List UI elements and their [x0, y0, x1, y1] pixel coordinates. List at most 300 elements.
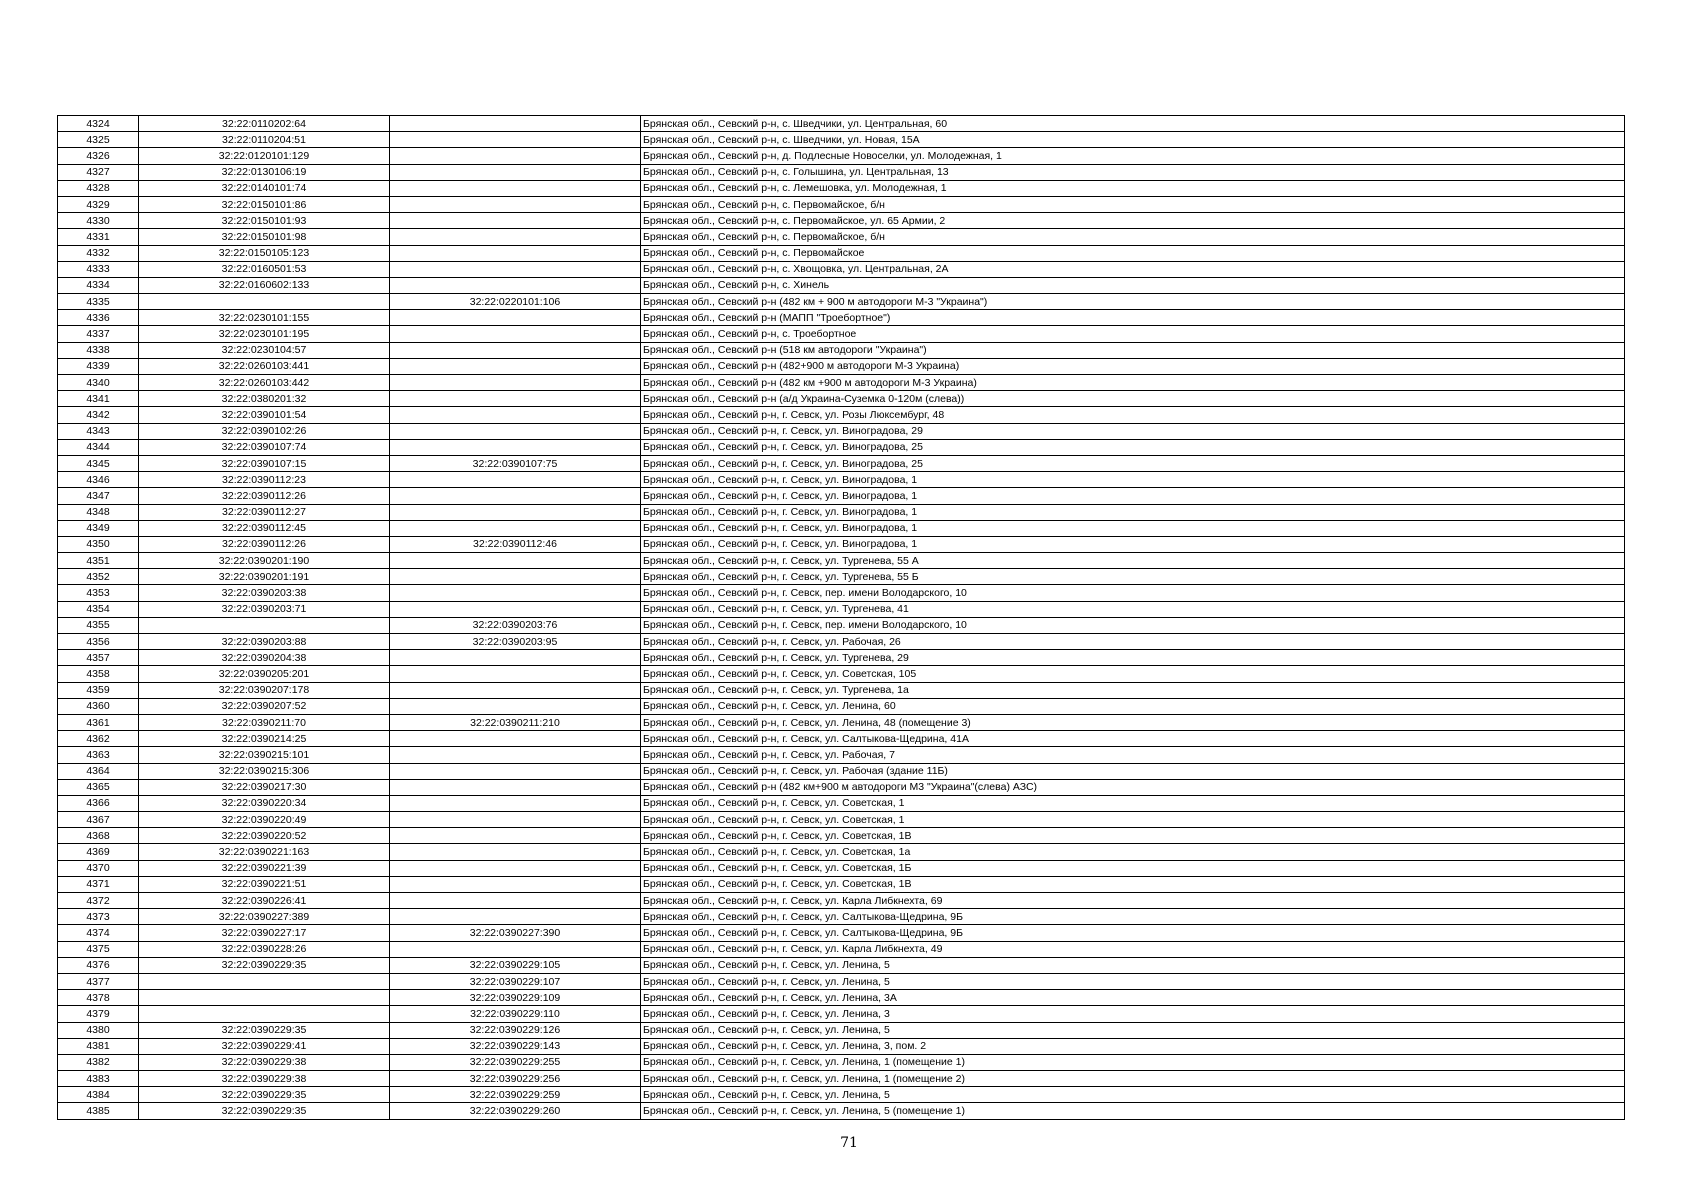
cadastral-number-cell: 32:22:0150105:123: [139, 245, 390, 261]
table-row: [58, 520, 1625, 536]
row-number-cell: 4330: [58, 213, 139, 229]
address-cell: Брянская обл., Севский р-н, д. Подлесные Новоселки, ул. Молодежная, 1: [641, 148, 1625, 164]
table-row: [58, 812, 1625, 828]
address-cell: Брянская обл., Севский р-н, г. Севск, ул. Ленина, 1 (помещение 1): [641, 1054, 1625, 1070]
address-cell: Брянская обл., Севский р-н, г. Севск, ул. Виноградова, 1: [641, 536, 1625, 552]
cadastral-number-cell: 32:22:0390207:178: [139, 682, 390, 698]
address-cell: Брянская обл., Севский р-н, г. Севск, ул. Карла Либкнехта, 69: [641, 893, 1625, 909]
related-cadastral-number-cell: 32:22:0390112:46: [390, 536, 641, 552]
table-row: [58, 941, 1625, 957]
address-cell: Брянская обл., Севский р-н (482 км+900 м автодороги М3 "Украина"(слева) АЗС): [641, 779, 1625, 795]
cadastral-number-cell: 32:22:0390203:88: [139, 634, 390, 650]
address-cell: Брянская обл., Севский р-н (482 км + 900 м автодороги М-3 "Украина"): [641, 294, 1625, 310]
related-cadastral-number-cell: [390, 245, 641, 261]
row-number-cell: 4334: [58, 277, 139, 293]
related-cadastral-number-cell: [390, 164, 641, 180]
related-cadastral-number-cell: 32:22:0390227:390: [390, 925, 641, 941]
row-number-cell: 4366: [58, 795, 139, 811]
row-number-cell: 4374: [58, 925, 139, 941]
related-cadastral-number-cell: [390, 941, 641, 957]
row-number-cell: 4329: [58, 196, 139, 212]
address-cell: Брянская обл., Севский р-н, с. Хвощовка, ул. Центральная, 2А: [641, 261, 1625, 277]
address-cell: Брянская обл., Севский р-н, с. Первомайское, б/н: [641, 229, 1625, 245]
row-number-cell: 4355: [58, 617, 139, 633]
related-cadastral-number-cell: [390, 148, 641, 164]
cadastral-number-cell: 32:22:0390229:35: [139, 1022, 390, 1038]
related-cadastral-number-cell: [390, 180, 641, 196]
table-row: [58, 407, 1625, 423]
related-cadastral-number-cell: 32:22:0390203:76: [390, 617, 641, 633]
related-cadastral-number-cell: [390, 439, 641, 455]
row-number-cell: 4335: [58, 294, 139, 310]
related-cadastral-number-cell: 32:22:0390229:107: [390, 973, 641, 989]
address-cell: Брянская обл., Севский р-н, г. Севск, ул. Виноградова, 25: [641, 439, 1625, 455]
cadastral-number-cell: 32:22:0390229:38: [139, 1071, 390, 1087]
row-number-cell: 4381: [58, 1038, 139, 1054]
related-cadastral-number-cell: [390, 504, 641, 520]
address-cell: Брянская обл., Севский р-н, г. Севск, ул. Ленина, 5: [641, 1022, 1625, 1038]
table-row: [58, 925, 1625, 941]
table-row: [58, 893, 1625, 909]
table-row: [58, 294, 1625, 310]
cadastral-number-cell: 32:22:0390220:49: [139, 812, 390, 828]
cadastral-number-cell: 32:22:0390207:52: [139, 698, 390, 714]
address-cell: Брянская обл., Севский р-н, г. Севск, ул. Ленина, 1 (помещение 2): [641, 1071, 1625, 1087]
cadastral-number-cell: 32:22:0150101:93: [139, 213, 390, 229]
cadastral-number-cell: 32:22:0260103:441: [139, 358, 390, 374]
related-cadastral-number-cell: 32:22:0390229:110: [390, 1006, 641, 1022]
related-cadastral-number-cell: [390, 682, 641, 698]
row-number-cell: 4341: [58, 391, 139, 407]
table-row: [58, 277, 1625, 293]
address-cell: Брянская обл., Севский р-н, г. Севск, ул. Виноградова, 1: [641, 504, 1625, 520]
address-cell: Брянская обл., Севский р-н, г. Севск, ул. Салтыкова-Щедрина, 41А: [641, 731, 1625, 747]
address-cell: Брянская обл., Севский р-н, г. Севск, ул. Салтыкова-Щедрина, 9Б: [641, 909, 1625, 925]
table-row: [58, 1071, 1625, 1087]
table-row: [58, 1087, 1625, 1103]
address-cell: Брянская обл., Севский р-н, г. Севск, ул. Виноградова, 29: [641, 423, 1625, 439]
row-number-cell: 4339: [58, 358, 139, 374]
cadastral-number-cell: 32:22:0110204:51: [139, 132, 390, 148]
table-row: [58, 731, 1625, 747]
table-row: [58, 423, 1625, 439]
row-number-cell: 4350: [58, 536, 139, 552]
related-cadastral-number-cell: [390, 585, 641, 601]
address-cell: Брянская обл., Севский р-н, г. Севск, ул. Советская, 1В: [641, 876, 1625, 892]
row-number-cell: 4326: [58, 148, 139, 164]
row-number-cell: 4356: [58, 634, 139, 650]
property-registry-table: [57, 115, 1625, 1120]
row-number-cell: 4327: [58, 164, 139, 180]
address-cell: Брянская обл., Севский р-н, с. Первомайское: [641, 245, 1625, 261]
table-row: [58, 876, 1625, 892]
table-row: [58, 1054, 1625, 1070]
cadastral-number-cell: 32:22:0390226:41: [139, 893, 390, 909]
row-number-cell: 4325: [58, 132, 139, 148]
related-cadastral-number-cell: [390, 909, 641, 925]
related-cadastral-number-cell: [390, 569, 641, 585]
table-row: [58, 957, 1625, 973]
related-cadastral-number-cell: [390, 520, 641, 536]
cadastral-number-cell: 32:22:0120101:129: [139, 148, 390, 164]
address-cell: Брянская обл., Севский р-н, г. Севск, ул. Ленина, 3: [641, 1006, 1625, 1022]
table-row: [58, 196, 1625, 212]
row-number-cell: 4360: [58, 698, 139, 714]
cadastral-number-cell: [139, 1006, 390, 1022]
address-cell: Брянская обл., Севский р-н, г. Севск, ул. Советская, 1В: [641, 828, 1625, 844]
related-cadastral-number-cell: [390, 391, 641, 407]
table-row: [58, 326, 1625, 342]
address-cell: Брянская обл., Севский р-н (518 км автодороги "Украина"): [641, 342, 1625, 358]
address-cell: Брянская обл., Севский р-н, г. Севск, пер. имени Володарского, 10: [641, 617, 1625, 633]
table-row: [58, 1006, 1625, 1022]
row-number-cell: 4338: [58, 342, 139, 358]
cadastral-number-cell: 32:22:0390217:30: [139, 779, 390, 795]
table-row: [58, 682, 1625, 698]
cadastral-number-cell: [139, 617, 390, 633]
related-cadastral-number-cell: [390, 229, 641, 245]
row-number-cell: 4328: [58, 180, 139, 196]
address-cell: Брянская обл., Севский р-н, г. Севск, ул. Тургенева, 55 А: [641, 553, 1625, 569]
row-number-cell: 4352: [58, 569, 139, 585]
table-row: [58, 132, 1625, 148]
cadastral-number-cell: 32:22:0390229:41: [139, 1038, 390, 1054]
table-row: [58, 439, 1625, 455]
row-number-cell: 4369: [58, 844, 139, 860]
table-row: [58, 860, 1625, 876]
row-number-cell: 4377: [58, 973, 139, 989]
table-row: [58, 714, 1625, 730]
cadastral-number-cell: 32:22:0390215:101: [139, 747, 390, 763]
table-row: [58, 990, 1625, 1006]
address-cell: Брянская обл., Севский р-н, г. Севск, ул. Тургенева, 1а: [641, 682, 1625, 698]
related-cadastral-number-cell: 32:22:0390229:143: [390, 1038, 641, 1054]
cadastral-number-cell: 32:22:0260103:442: [139, 375, 390, 391]
related-cadastral-number-cell: [390, 795, 641, 811]
table-row: [58, 488, 1625, 504]
table-row: [58, 553, 1625, 569]
cadastral-number-cell: 32:22:0390211:70: [139, 714, 390, 730]
address-cell: Брянская обл., Севский р-н, г. Севск, ул. Советская, 1: [641, 795, 1625, 811]
address-cell: Брянская обл., Севский р-н, г. Севск, ул. Ленина, 5 (помещение 1): [641, 1103, 1625, 1119]
row-number-cell: 4343: [58, 423, 139, 439]
cadastral-number-cell: 32:22:0390227:389: [139, 909, 390, 925]
table-row: [58, 504, 1625, 520]
row-number-cell: 4375: [58, 941, 139, 957]
row-number-cell: 4370: [58, 860, 139, 876]
table-row: [58, 617, 1625, 633]
cadastral-number-cell: 32:22:0390107:15: [139, 455, 390, 471]
cadastral-number-cell: 32:22:0390229:38: [139, 1054, 390, 1070]
table-row: [58, 375, 1625, 391]
related-cadastral-number-cell: [390, 326, 641, 342]
table-row: [58, 116, 1625, 132]
table-row: [58, 634, 1625, 650]
address-cell: Брянская обл., Севский р-н, с. Троебортное: [641, 326, 1625, 342]
cadastral-number-cell: 32:22:0160602:133: [139, 277, 390, 293]
address-cell: Брянская обл., Севский р-н, г. Севск, пер. имени Володарского, 10: [641, 585, 1625, 601]
cadastral-number-cell: 32:22:0390112:26: [139, 536, 390, 552]
related-cadastral-number-cell: 32:22:0390107:75: [390, 455, 641, 471]
related-cadastral-number-cell: [390, 423, 641, 439]
related-cadastral-number-cell: [390, 828, 641, 844]
cadastral-number-cell: 32:22:0390112:45: [139, 520, 390, 536]
page-number: 71: [840, 1135, 858, 1151]
table-row: [58, 310, 1625, 326]
address-cell: Брянская обл., Севский р-н, г. Севск, ул. Ленина, 3А: [641, 990, 1625, 1006]
cadastral-number-cell: 32:22:0390229:35: [139, 957, 390, 973]
related-cadastral-number-cell: [390, 553, 641, 569]
cadastral-number-cell: 32:22:0390220:52: [139, 828, 390, 844]
address-cell: Брянская обл., Севский р-н, г. Севск, ул. Виноградова, 1: [641, 488, 1625, 504]
row-number-cell: 4324: [58, 116, 139, 132]
address-cell: Брянская обл., Севский р-н, г. Севск, ул. Ленина, 5: [641, 957, 1625, 973]
related-cadastral-number-cell: [390, 407, 641, 423]
address-cell: Брянская обл., Севский р-н, г. Севск, ул. Розы Люксембург, 48: [641, 407, 1625, 423]
table-row: [58, 180, 1625, 196]
row-number-cell: 4385: [58, 1103, 139, 1119]
row-number-cell: 4336: [58, 310, 139, 326]
row-number-cell: 4362: [58, 731, 139, 747]
row-number-cell: 4379: [58, 1006, 139, 1022]
cadastral-number-cell: 32:22:0390101:54: [139, 407, 390, 423]
address-cell: Брянская обл., Севский р-н, г. Севск, ул. Рабочая, 7: [641, 747, 1625, 763]
row-number-cell: 4348: [58, 504, 139, 520]
cadastral-number-cell: [139, 973, 390, 989]
row-number-cell: 4364: [58, 763, 139, 779]
cadastral-number-cell: 32:22:0390203:38: [139, 585, 390, 601]
row-number-cell: 4368: [58, 828, 139, 844]
table-row: [58, 342, 1625, 358]
cadastral-number-cell: 32:22:0390221:39: [139, 860, 390, 876]
cadastral-number-cell: 32:22:0390203:71: [139, 601, 390, 617]
cadastral-number-cell: 32:22:0380201:32: [139, 391, 390, 407]
row-number-cell: 4382: [58, 1054, 139, 1070]
row-number-cell: 4383: [58, 1071, 139, 1087]
related-cadastral-number-cell: [390, 763, 641, 779]
table-row: [58, 601, 1625, 617]
table-row: [58, 747, 1625, 763]
cadastral-number-cell: 32:22:0390112:23: [139, 472, 390, 488]
related-cadastral-number-cell: 32:22:0390229:260: [390, 1103, 641, 1119]
row-number-cell: 4331: [58, 229, 139, 245]
row-number-cell: 4363: [58, 747, 139, 763]
table-row: [58, 666, 1625, 682]
address-cell: Брянская обл., Севский р-н (482 км +900 м автодороги М-3 Украина): [641, 375, 1625, 391]
cadastral-number-cell: 32:22:0110202:64: [139, 116, 390, 132]
related-cadastral-number-cell: [390, 698, 641, 714]
table-row: [58, 650, 1625, 666]
related-cadastral-number-cell: [390, 666, 641, 682]
address-cell: Брянская обл., Севский р-н, с. Первомайское, б/н: [641, 196, 1625, 212]
cadastral-number-cell: 32:22:0150101:86: [139, 196, 390, 212]
related-cadastral-number-cell: [390, 472, 641, 488]
table-row: [58, 828, 1625, 844]
related-cadastral-number-cell: 32:22:0390229:255: [390, 1054, 641, 1070]
row-number-cell: 4342: [58, 407, 139, 423]
address-cell: Брянская обл., Севский р-н, г. Севск, ул. Карла Либкнехта, 49: [641, 941, 1625, 957]
table-row: [58, 698, 1625, 714]
row-number-cell: 4371: [58, 876, 139, 892]
table-row: [58, 909, 1625, 925]
row-number-cell: 4333: [58, 261, 139, 277]
related-cadastral-number-cell: [390, 601, 641, 617]
cadastral-number-cell: 32:22:0390221:163: [139, 844, 390, 860]
row-number-cell: 4347: [58, 488, 139, 504]
table-row: [58, 536, 1625, 552]
related-cadastral-number-cell: [390, 116, 641, 132]
cadastral-number-cell: 32:22:0390220:34: [139, 795, 390, 811]
registry-table-body: [58, 116, 1625, 1120]
related-cadastral-number-cell: [390, 812, 641, 828]
table-row: [58, 795, 1625, 811]
table-row: [58, 229, 1625, 245]
row-number-cell: 4345: [58, 455, 139, 471]
related-cadastral-number-cell: [390, 650, 641, 666]
address-cell: Брянская обл., Севский р-н, г. Севск, ул. Ленина, 60: [641, 698, 1625, 714]
cadastral-number-cell: 32:22:0390229:35: [139, 1087, 390, 1103]
cadastral-number-cell: 32:22:0230104:57: [139, 342, 390, 358]
cadastral-number-cell: 32:22:0150101:98: [139, 229, 390, 245]
row-number-cell: 4344: [58, 439, 139, 455]
row-number-cell: 4358: [58, 666, 139, 682]
address-cell: Брянская обл., Севский р-н, с. Голышина, ул. Центральная, 13: [641, 164, 1625, 180]
related-cadastral-number-cell: [390, 277, 641, 293]
table-row: [58, 569, 1625, 585]
cadastral-number-cell: 32:22:0230101:195: [139, 326, 390, 342]
table-row: [58, 585, 1625, 601]
row-number-cell: 4353: [58, 585, 139, 601]
table-row: [58, 1038, 1625, 1054]
cadastral-number-cell: 32:22:0390107:74: [139, 439, 390, 455]
table-row: [58, 213, 1625, 229]
address-cell: Брянская обл., Севский р-н (482+900 м автодороги М-3 Украина): [641, 358, 1625, 374]
address-cell: Брянская обл., Севский р-н, г. Севск, ул. Тургенева, 29: [641, 650, 1625, 666]
row-number-cell: 4378: [58, 990, 139, 1006]
table-row: [58, 245, 1625, 261]
related-cadastral-number-cell: 32:22:0390229:259: [390, 1087, 641, 1103]
address-cell: Брянская обл., Севский р-н, г. Севск, ул. Ленина, 3, пом. 2: [641, 1038, 1625, 1054]
row-number-cell: 4365: [58, 779, 139, 795]
table-row: [58, 1103, 1625, 1119]
related-cadastral-number-cell: [390, 876, 641, 892]
address-cell: Брянская обл., Севский р-н, г. Севск, ул. Ленина, 5: [641, 1087, 1625, 1103]
address-cell: Брянская обл., Севский р-н, г. Севск, ул. Виноградова, 1: [641, 520, 1625, 536]
related-cadastral-number-cell: [390, 731, 641, 747]
row-number-cell: 4340: [58, 375, 139, 391]
row-number-cell: 4384: [58, 1087, 139, 1103]
cadastral-number-cell: 32:22:0390102:26: [139, 423, 390, 439]
table-row: [58, 261, 1625, 277]
related-cadastral-number-cell: [390, 196, 641, 212]
table-row: [58, 763, 1625, 779]
cadastral-number-cell: 32:22:0390205:201: [139, 666, 390, 682]
related-cadastral-number-cell: [390, 375, 641, 391]
address-cell: Брянская обл., Севский р-н, г. Севск, ул. Виноградова, 1: [641, 472, 1625, 488]
table-row: [58, 973, 1625, 989]
row-number-cell: 4337: [58, 326, 139, 342]
cadastral-number-cell: 32:22:0390112:27: [139, 504, 390, 520]
row-number-cell: 4372: [58, 893, 139, 909]
address-cell: Брянская обл., Севский р-н, г. Севск, ул. Советская, 1: [641, 812, 1625, 828]
related-cadastral-number-cell: 32:22:0390229:109: [390, 990, 641, 1006]
table-row: [58, 164, 1625, 180]
related-cadastral-number-cell: [390, 132, 641, 148]
related-cadastral-number-cell: [390, 213, 641, 229]
address-cell: Брянская обл., Севский р-н, г. Севск, ул. Тургенева, 41: [641, 601, 1625, 617]
related-cadastral-number-cell: [390, 488, 641, 504]
related-cadastral-number-cell: [390, 844, 641, 860]
cadastral-number-cell: 32:22:0390229:35: [139, 1103, 390, 1119]
row-number-cell: 4361: [58, 714, 139, 730]
row-number-cell: 4346: [58, 472, 139, 488]
address-cell: Брянская обл., Севский р-н, г. Севск, ул. Виноградова, 25: [641, 455, 1625, 471]
row-number-cell: 4349: [58, 520, 139, 536]
address-cell: Брянская обл., Севский р-н, с. Шведчики, ул. Новая, 15А: [641, 132, 1625, 148]
related-cadastral-number-cell: [390, 860, 641, 876]
address-cell: Брянская обл., Севский р-н, г. Севск, ул. Салтыкова-Щедрина, 9Б: [641, 925, 1625, 941]
cadastral-number-cell: 32:22:0140101:74: [139, 180, 390, 196]
cadastral-number-cell: 32:22:0390201:190: [139, 553, 390, 569]
cadastral-number-cell: 32:22:0390204:38: [139, 650, 390, 666]
address-cell: Брянская обл., Севский р-н, г. Севск, ул. Советская, 1Б: [641, 860, 1625, 876]
row-number-cell: 4332: [58, 245, 139, 261]
cadastral-number-cell: 32:22:0390215:306: [139, 763, 390, 779]
cadastral-number-cell: 32:22:0130106:19: [139, 164, 390, 180]
address-cell: Брянская обл., Севский р-н, г. Севск, ул. Рабочая (здание 11Б): [641, 763, 1625, 779]
address-cell: Брянская обл., Севский р-н, с. Первомайское, ул. 65 Армии, 2: [641, 213, 1625, 229]
cadastral-number-cell: [139, 990, 390, 1006]
related-cadastral-number-cell: [390, 747, 641, 763]
row-number-cell: 4359: [58, 682, 139, 698]
address-cell: Брянская обл., Севский р-н, г. Севск, ул. Ленина, 48 (помещение 3): [641, 714, 1625, 730]
related-cadastral-number-cell: [390, 261, 641, 277]
row-number-cell: 4376: [58, 957, 139, 973]
related-cadastral-number-cell: [390, 310, 641, 326]
address-cell: Брянская обл., Севский р-н, г. Севск, ул. Тургенева, 55 Б: [641, 569, 1625, 585]
table-row: [58, 472, 1625, 488]
address-cell: Брянская обл., Севский р-н (а/д Украина-Суземка 0-120м (слева)): [641, 391, 1625, 407]
table-row: [58, 358, 1625, 374]
address-cell: Брянская обл., Севский р-н, с. Лемешовка, ул. Молодежная, 1: [641, 180, 1625, 196]
row-number-cell: 4357: [58, 650, 139, 666]
related-cadastral-number-cell: 32:22:0390229:256: [390, 1071, 641, 1087]
cadastral-number-cell: 32:22:0390112:26: [139, 488, 390, 504]
table-row: [58, 391, 1625, 407]
address-cell: Брянская обл., Севский р-н, г. Севск, ул. Советская, 1а: [641, 844, 1625, 860]
cadastral-number-cell: 32:22:0390228:26: [139, 941, 390, 957]
address-cell: Брянская обл., Севский р-н (МАПП "Троебортное"): [641, 310, 1625, 326]
related-cadastral-number-cell: 32:22:0390211:210: [390, 714, 641, 730]
cadastral-number-cell: 32:22:0160501:53: [139, 261, 390, 277]
table-row: [58, 455, 1625, 471]
related-cadastral-number-cell: 32:22:0390229:126: [390, 1022, 641, 1038]
related-cadastral-number-cell: [390, 893, 641, 909]
row-number-cell: 4354: [58, 601, 139, 617]
related-cadastral-number-cell: [390, 342, 641, 358]
related-cadastral-number-cell: 32:22:0390229:105: [390, 957, 641, 973]
address-cell: Брянская обл., Севский р-н, г. Севск, ул. Ленина, 5: [641, 973, 1625, 989]
address-cell: Брянская обл., Севский р-н, г. Севск, ул. Рабочая, 26: [641, 634, 1625, 650]
address-cell: Брянская обл., Севский р-н, г. Севск, ул. Советская, 105: [641, 666, 1625, 682]
table-row: [58, 844, 1625, 860]
cadastral-number-cell: 32:22:0390221:51: [139, 876, 390, 892]
row-number-cell: 4367: [58, 812, 139, 828]
cadastral-number-cell: 32:22:0390227:17: [139, 925, 390, 941]
related-cadastral-number-cell: [390, 779, 641, 795]
cadastral-number-cell: 32:22:0390201:191: [139, 569, 390, 585]
related-cadastral-number-cell: [390, 358, 641, 374]
